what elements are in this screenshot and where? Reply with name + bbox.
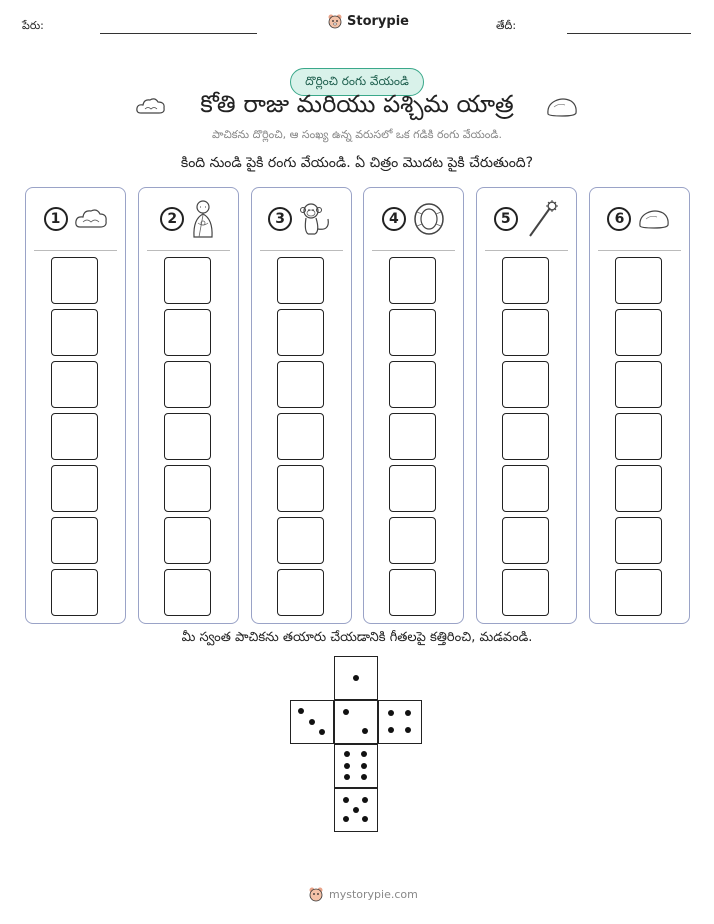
color-boxes [277, 257, 324, 621]
color-box[interactable] [615, 517, 662, 564]
stone-icon [637, 207, 671, 231]
race-column-5 [476, 187, 577, 624]
color-box[interactable] [615, 569, 662, 616]
subtitle: పాచికను దొర్లించి, ఆ సంఖ్య ఉన్న వరుసలో ఒక గడికి రంగు వేయండి. [212, 128, 502, 141]
color-box[interactable] [277, 465, 324, 512]
color-box[interactable] [389, 569, 436, 616]
bear-icon [308, 886, 324, 902]
name-line[interactable] [100, 33, 257, 34]
dice-face-4 [378, 700, 422, 744]
dice-pip [353, 675, 359, 681]
color-box[interactable] [389, 361, 436, 408]
color-box[interactable] [164, 465, 211, 512]
instruction: కింది నుండి పైకి రంగు వేయండి. ఏ చిత్రం మొదట పైకి చేరుతుంది? [180, 155, 534, 171]
dice-pip [388, 710, 394, 716]
cloud-icon [74, 206, 108, 232]
color-box[interactable] [51, 309, 98, 356]
color-box[interactable] [389, 413, 436, 460]
color-box[interactable] [51, 257, 98, 304]
dice-pip [362, 797, 368, 803]
race-column-1 [25, 187, 126, 624]
race-column-4 [363, 187, 464, 624]
activity-badge: దొర్లించి రంగు వేయండి [290, 68, 424, 96]
dice-pip [362, 728, 368, 734]
dice-pip [362, 816, 368, 822]
brand-logo [327, 13, 409, 29]
column-header [477, 188, 576, 250]
color-box[interactable] [51, 413, 98, 460]
dice-pip [343, 797, 349, 803]
color-box[interactable] [502, 569, 549, 616]
dice-pip [361, 751, 367, 757]
column-divider [598, 250, 681, 251]
dice-pip [319, 729, 325, 735]
color-box[interactable] [502, 517, 549, 564]
dice-pip [343, 709, 349, 715]
date-label: తేదీ: [496, 19, 517, 32]
column-number: 3 [268, 207, 292, 231]
stone-icon [545, 95, 579, 119]
column-header [139, 188, 238, 250]
color-box[interactable] [615, 465, 662, 512]
monk-icon [190, 199, 216, 239]
column-number: 2 [160, 207, 184, 231]
color-box[interactable] [277, 517, 324, 564]
color-box[interactable] [389, 465, 436, 512]
color-box[interactable] [164, 517, 211, 564]
color-box[interactable] [615, 413, 662, 460]
dice-pip [361, 763, 367, 769]
race-column-6 [589, 187, 690, 624]
color-box[interactable] [277, 309, 324, 356]
color-box[interactable] [389, 257, 436, 304]
dice-face-2 [334, 700, 378, 744]
color-box[interactable] [277, 569, 324, 616]
dice-pip [344, 763, 350, 769]
dice-face-1 [334, 656, 378, 700]
color-boxes [615, 257, 662, 621]
bear-icon [327, 13, 343, 29]
color-box[interactable] [51, 569, 98, 616]
color-box[interactable] [615, 309, 662, 356]
dice-pip [405, 710, 411, 716]
column-divider [34, 250, 117, 251]
column-header [364, 188, 463, 250]
brand-name: Storypie [347, 13, 409, 29]
color-box[interactable] [164, 413, 211, 460]
dice-net [290, 656, 424, 834]
color-boxes [164, 257, 211, 621]
dice-face-6 [334, 744, 378, 788]
dice-pip [344, 774, 350, 780]
dice-caption: మీ స్వంత పాచికను తయారు చేయడానికి గీతలపై కత్తిరించి, మడవండి. [181, 630, 533, 645]
footer-url[interactable]: mystorypie.com [329, 887, 418, 901]
dice-pip [298, 708, 304, 714]
color-boxes [389, 257, 436, 621]
race-column-3 [251, 187, 352, 624]
footer [308, 886, 418, 902]
ring-icon [412, 202, 446, 236]
color-boxes [502, 257, 549, 621]
color-box[interactable] [389, 517, 436, 564]
dice-pip [353, 807, 359, 813]
color-box[interactable] [615, 361, 662, 408]
color-box[interactable] [51, 361, 98, 408]
column-number: 6 [607, 207, 631, 231]
dice-pip [388, 727, 394, 733]
dice-face-3 [290, 700, 334, 744]
color-boxes [51, 257, 98, 621]
color-box[interactable] [164, 569, 211, 616]
column-header [590, 188, 689, 250]
color-box[interactable] [277, 257, 324, 304]
column-header [252, 188, 351, 250]
color-box[interactable] [51, 465, 98, 512]
color-box[interactable] [164, 309, 211, 356]
dice-pip [309, 719, 315, 725]
name-label: పేరు: [22, 19, 44, 32]
monkey-icon [298, 201, 334, 237]
color-box[interactable] [502, 361, 549, 408]
color-box[interactable] [51, 517, 98, 564]
dice-face-5 [334, 788, 378, 832]
date-line[interactable] [567, 33, 691, 34]
page-title: కోతి రాజు మరియు పశ్చిమ యాత్ర [200, 90, 514, 118]
column-divider [372, 250, 455, 251]
column-number: 5 [494, 207, 518, 231]
color-box[interactable] [164, 257, 211, 304]
dice-pip [405, 727, 411, 733]
dice-pip [361, 774, 367, 780]
color-box[interactable] [502, 465, 549, 512]
color-box[interactable] [164, 361, 211, 408]
race-columns [25, 187, 690, 624]
color-box[interactable] [502, 413, 549, 460]
color-box[interactable] [502, 309, 549, 356]
color-box[interactable] [502, 257, 549, 304]
column-number: 1 [44, 207, 68, 231]
dice-pip [343, 816, 349, 822]
column-number: 4 [382, 207, 406, 231]
column-header [26, 188, 125, 250]
color-box[interactable] [389, 309, 436, 356]
color-box[interactable] [615, 257, 662, 304]
column-divider [260, 250, 343, 251]
race-column-2 [138, 187, 239, 624]
staff-icon [524, 199, 560, 239]
column-divider [147, 250, 230, 251]
column-divider [485, 250, 568, 251]
color-box[interactable] [277, 413, 324, 460]
color-box[interactable] [277, 361, 324, 408]
dice-pip [344, 751, 350, 757]
